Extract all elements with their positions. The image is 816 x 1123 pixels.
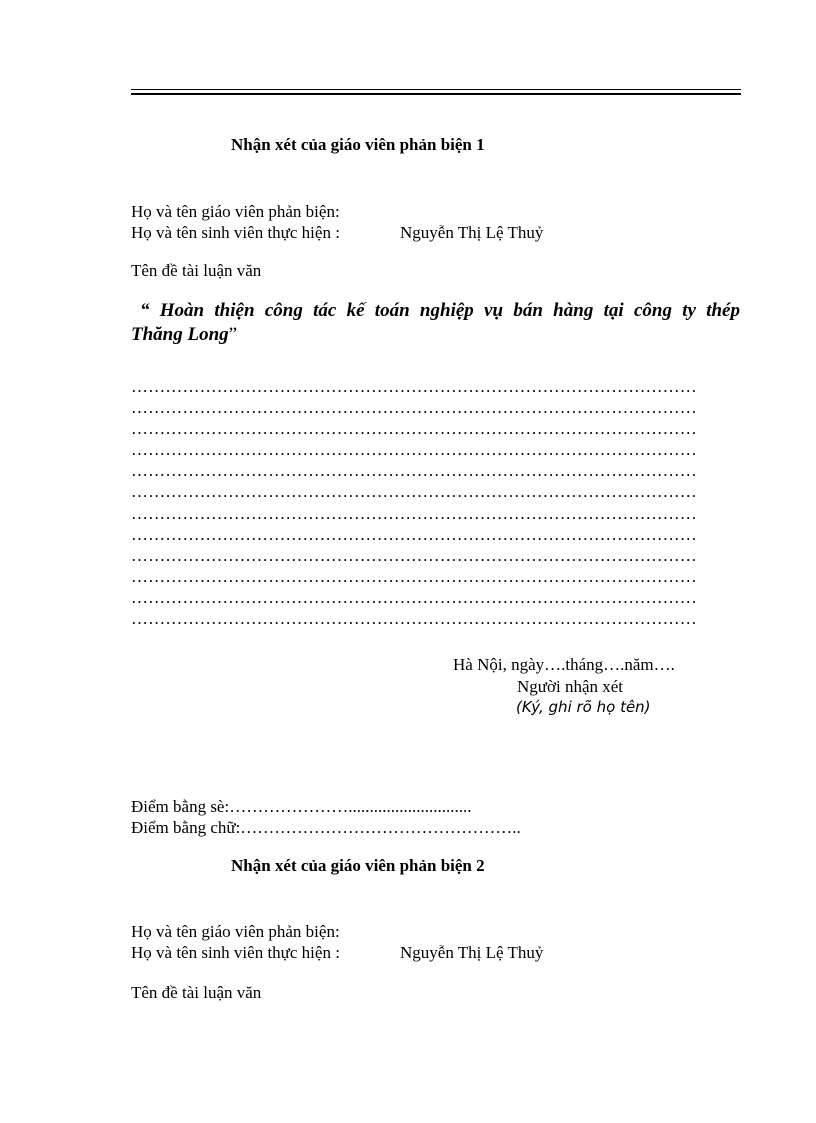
- header-rule-thick: [131, 93, 741, 95]
- reviewer-2-thesis-label: Tên đề tài luận văn: [131, 983, 262, 1002]
- comment-line: ………………………………………………………………………………………: [131, 503, 697, 523]
- reviewer-1-name-label: Họ và tên giáo viên phản biện:: [131, 202, 340, 221]
- reviewer-2-student-label: Họ và tên sinh viên thực hiện :: [131, 943, 340, 962]
- comment-line: ………………………………………………………………………………………: [131, 440, 697, 460]
- reviewer-2-name-label: Họ và tên giáo viên phản biện:: [131, 922, 340, 941]
- thesis-close-quote: ”: [228, 324, 238, 345]
- comment-line: ………………………………………………………………………………………: [131, 377, 697, 396]
- comment-line: ………………………………………………………………………………………: [131, 461, 697, 481]
- comment-line: ………………………………………………………………………………………: [131, 566, 697, 586]
- header-rule-thin: [131, 89, 741, 90]
- comment-lines: [131, 376, 731, 629]
- score-in-numbers: Điểm bằng sè:………………….............................: [131, 797, 472, 816]
- signer-title: Người nhận xét: [517, 677, 624, 696]
- comment-line: ………………………………………………………………………………………: [131, 524, 697, 544]
- score-in-words: Điểm bằng chữ:…………………………………………..: [131, 818, 521, 837]
- reviewer-1-thesis-label: Tên đề tài luận văn: [131, 261, 262, 280]
- place-date: Hà Nội, ngày….tháng….năm….: [453, 655, 675, 674]
- reviewer-1-heading: Nhận xét của giáo viên phản biện 1: [231, 135, 485, 154]
- reviewer-1-student-name: Nguyễn Thị Lệ Thuỷ: [400, 223, 544, 242]
- signature-hint: (Ký, ghi rõ họ tên): [516, 698, 651, 716]
- reviewer-2-student-name: Nguyễn Thị Lệ Thuỷ: [400, 943, 544, 962]
- comment-line: ………………………………………………………………………………………: [131, 609, 697, 629]
- thesis-title-line-2: [131, 322, 237, 347]
- comment-line: ………………………………………………………………………………………: [131, 545, 697, 565]
- reviewer-2-heading: Nhận xét của giáo viên phản biện 2: [231, 856, 485, 875]
- comment-line: ………………………………………………………………………………………: [131, 587, 697, 607]
- comment-line: ………………………………………………………………………………………: [131, 398, 697, 418]
- comment-line: ………………………………………………………………………………………: [131, 482, 697, 502]
- comment-line: ………………………………………………………………………………………: [131, 419, 697, 439]
- reviewer-1-student-label: Họ và tên sinh viên thực hiện :: [131, 223, 340, 242]
- thesis-title-name: Thăng Long: [131, 324, 229, 345]
- thesis-title-line-1: “ Hoàn thiện công tác kế toán nghiệp vụ bán hàng tại công ty thép: [140, 300, 740, 321]
